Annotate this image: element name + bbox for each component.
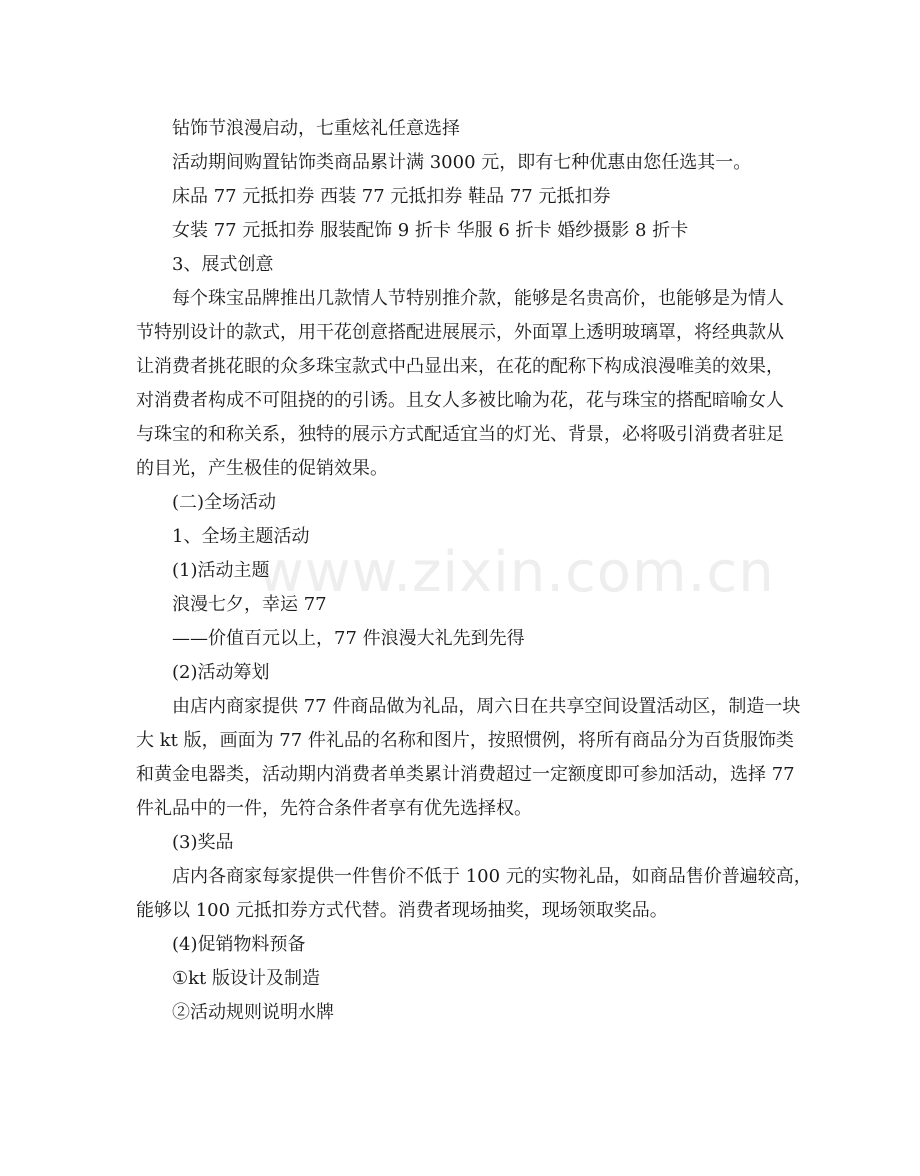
item-promo-materials: (4)促销物料预备 [172, 934, 306, 955]
promo-heading: 钻饰节浪漫启动，七重炫礼任意选择 [172, 118, 460, 139]
theme-title: 浪漫七夕，幸运 77 [172, 594, 327, 615]
section-heading-display: 3、展式创意 [172, 254, 274, 275]
theme-subtitle: ——价值百元以上，77 件浪漫大礼先到先得 [172, 628, 525, 649]
offer-list-1: 床品 77 元抵扣券 西装 77 元抵扣券 鞋品 77 元抵扣券 [172, 186, 611, 207]
paragraph-line: 由店内商家提供 77 件商品做为礼品，周六日在共享空间设置活动区，制造一块 [172, 696, 801, 717]
section-heading-store-wide: (二)全场活动 [172, 492, 277, 513]
paragraph-prizes [136, 860, 812, 928]
promo-condition: 活动期间购置钻饰类商品累计满 3000 元，即有七种优惠由您任选其一。 [172, 152, 752, 173]
paragraph-line: 和黄金电器类，活动期内消费者单类累计消费超过一定额度即可参加活动，选择 77 [136, 764, 795, 785]
paragraph-line: 的目光，产生极佳的促销效果。 [136, 458, 388, 479]
item-activity-theme: (1)活动主题 [172, 560, 270, 581]
paragraph-line: 能够以 100 元抵扣券方式代替。消费者现场抽奖，现场领取奖品。 [136, 900, 668, 921]
material-item-2: ②活动规则说明水牌 [172, 1002, 334, 1023]
watermark-text: www.zixin.com.cn [258, 540, 775, 605]
paragraph-line: 大 kt 版，画面为 77 件礼品的名称和图片，按照惯例，将所有商品分为百货服饰类 [136, 730, 794, 751]
document-body [136, 112, 812, 1030]
paragraph-line: 与珠宝的和称关系，独特的展示方式配适宜当的灯光、背景，必将吸引消费者驻足 [136, 424, 784, 445]
material-item-1: ①kt 版设计及制造 [172, 968, 320, 989]
paragraph-line: 店内各商家每家提供一件售价不低于 100 元的实物礼品，如商品售价普遍较高， [172, 866, 812, 887]
paragraph-line: 对消费者构成不可阻挠的的引诱。且女人多被比喻为花，花与珠宝的搭配暗喻女人 [136, 390, 784, 411]
subheading-theme-activity: 1、全场主题活动 [172, 526, 310, 547]
paragraph-display-idea [136, 282, 796, 486]
offer-list-2: 女装 77 元抵扣券 服装配饰 9 折卡 华服 6 折卡 婚纱摄影 8 折卡 [172, 220, 689, 241]
paragraph-activity-planning [136, 690, 801, 826]
item-prizes: (3)奖品 [172, 832, 234, 853]
item-activity-planning: (2)活动筹划 [172, 662, 270, 683]
paragraph-line: 让消费者挑花眼的众多珠宝款式中凸显出来，在花的配称下构成浪漫唯美的效果， [136, 356, 784, 377]
paragraph-line: 每个珠宝品牌推出几款情人节特别推介款，能够是名贵高价，也能够是为情人 [172, 288, 784, 309]
paragraph-line: 节特别设计的款式，用干花创意搭配进展展示，外面罩上透明玻璃罩，将经典款从 [136, 322, 784, 343]
paragraph-line: 件礼品中的一件，先符合条件者享有优先选择权。 [136, 798, 532, 819]
